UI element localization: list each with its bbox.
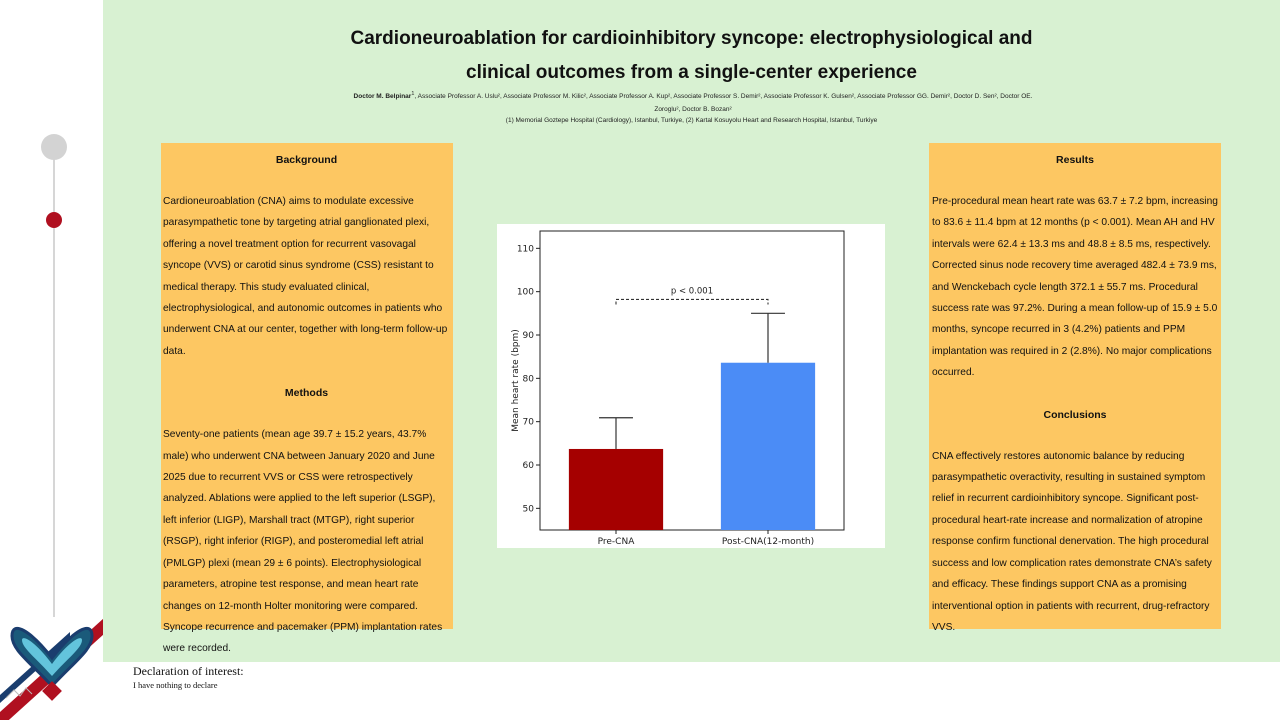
first-author: Doctor M. Belpinar bbox=[353, 93, 412, 101]
first-author-affiliation: 1 bbox=[411, 91, 415, 97]
declaration-title: Declaration of interest: bbox=[133, 664, 244, 678]
heart-rate-chart bbox=[497, 224, 885, 548]
background-methods-box bbox=[161, 143, 453, 655]
results-text: Pre-procedural mean heart rate was 63.7 ± 7.2 bpm, increasing to 83.6 ± 11.4 bpm at 12 months (p < 0.001). Mean AH and HV intervals were 62.4 ± 13.3 ms and 48.8 ± 8.5 ms, respectively. Corrected sinus node recovery time averaged 482.4 ± 73.9 ms, and Wenckebach cycle length 372.1 ± 55.7 ms. Procedural success rate was 97.2%. During a mean follow-up of 15.9 ± 5.0 months, syncope recurred in 3 (4.2%) patients and PPM implantation was required in 2 (2.8%). No major complications occurred. bbox=[932, 196, 1218, 379]
x-tick-label: Pre-CNA bbox=[597, 537, 635, 547]
y-tick-label: 80 bbox=[522, 374, 534, 385]
x-tick-label: Post-CNA(12-month) bbox=[721, 537, 815, 547]
methods-heading: Methods bbox=[284, 387, 329, 400]
poster bbox=[103, 0, 1280, 662]
declaration-of-interest bbox=[133, 664, 244, 691]
y-tick-label: 100 bbox=[516, 287, 534, 298]
title-line-1: Cardioneuroablation for cardioinhibitory syncope: electrophysiological and bbox=[350, 28, 1033, 49]
conclusions-heading: Conclusions bbox=[1043, 408, 1107, 421]
bar bbox=[569, 449, 663, 530]
y-tick-label: 110 bbox=[516, 244, 534, 255]
conclusions-text: CNA effectively restores autonomic balance by reducing parasympathetic overactivity, resulting in sustained symptom relief in recurrent cardioinhibitory syncope. Significant post-procedural heart-rate increase and normalization of atropine response confirm functional denervation. The high procedural success and low complication rates demonstrate CNA’s safety and efficacy. These findings support CNA as a promising interventional option in patients with recurrent, drug-refractory VVS. bbox=[932, 450, 1212, 633]
results-conclusions-box bbox=[929, 143, 1221, 633]
affiliations: (1) Memorial Goztepe Hospital (Cardiology), Istanbul, Turkiye, (2) Kartal Kosuyolu Heart and Research Hospital, Istanbul, Turkiye bbox=[505, 117, 878, 124]
background-heading: Background bbox=[275, 154, 338, 166]
coauthors: , Associate Professor A. Uslu², Associate Professor M. Kilic², Associate Professor A. Kup², Associate Professor S. Demir², Associate Professor K. Gulsen², Associate Professor GG. Demir², Doctor D. Sen², Doctor OE. Zoroglu², Doctor B. Bozan² bbox=[414, 93, 1033, 114]
significance-bracket bbox=[616, 299, 768, 304]
background-text: Cardioneuroablation (CNA) aims to modulate excessive parasympathetic tone by targeting atrial ganglionated plexi, offering a novel treatment option for recurrent vasovagal syncope (VVS) or carotid sinus syndrome (CSS) resistant to medical therapy. This study evaluated clinical, electrophysiological, and autonomic outcomes in patients who underwent CNA at our center, together with long-term follow-up data. bbox=[163, 196, 448, 357]
timeline-dot-active[interactable] bbox=[46, 212, 62, 228]
bar-chart bbox=[497, 224, 885, 548]
y-tick-label: 60 bbox=[522, 461, 534, 471]
poster-title bbox=[103, 22, 1280, 90]
y-tick-label: 70 bbox=[522, 417, 534, 428]
methods-text: Seventy-one patients (mean age 39.7 ± 15.2 years, 43.7% male) who underwent CNA between January 2020 and June 2025 due to recurrent VVS or CSS were retrospectively analyzed. Ablations were applied to the left superior (LSGP), left inferior (LIGP), Marshall tract (MTGP), right superior (RSGP), right inferior (RIGP), and posteromedial left atrial (PMLGP) plexi (mean 29 ± 6 points). Electrophysiological parameters, atropine test response, and mean heart rate changes on 12-month Holter monitoring were compared. Syncope recurrence and pacemaker (PPM) implantation rates were recorded. bbox=[163, 429, 443, 655]
significance-label: p < 0.001 bbox=[670, 286, 714, 297]
timeline-dot-inactive[interactable] bbox=[41, 134, 67, 160]
y-tick-label: 90 bbox=[522, 331, 534, 341]
y-tick-label: 50 bbox=[522, 504, 534, 515]
bar bbox=[721, 363, 815, 530]
y-axis-label: Mean heart rate (bpm) bbox=[511, 329, 521, 432]
heart-logo-icon bbox=[0, 600, 104, 720]
declaration-text: I have nothing to declare bbox=[133, 680, 218, 690]
results-heading: Results bbox=[1056, 154, 1094, 166]
title-line-2: clinical outcomes from a single-center experience bbox=[466, 62, 917, 83]
author-list bbox=[343, 88, 1043, 116]
left-sidebar bbox=[0, 0, 103, 720]
